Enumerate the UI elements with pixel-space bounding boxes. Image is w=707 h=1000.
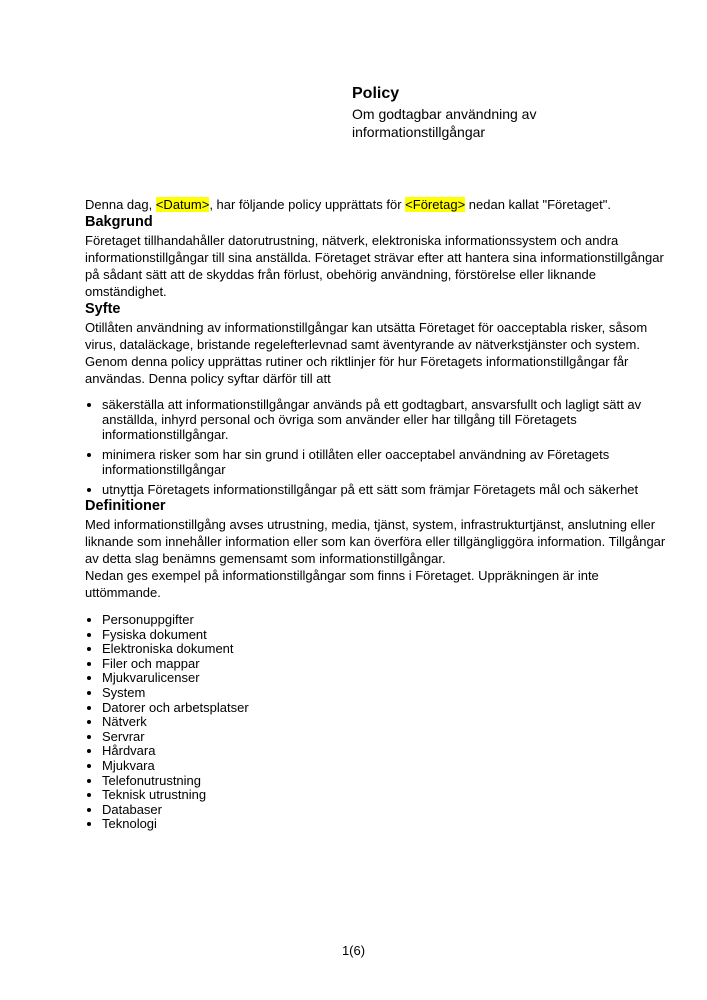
syfte-bullet-item: • utnyttja Företagets informationstillgångar på ett sätt som främjar Företagets mål och säkerhet bbox=[102, 482, 671, 497]
document-title: Policy bbox=[352, 85, 400, 102]
example-item: • Databaser bbox=[102, 803, 671, 818]
syfte-bullet-item: • säkerställa att informationstillgångar används på ett godtagbart, ansvarsfullt och lagligt sätt av anställda, inhyrd personal och övriga som använder eller har tillgång till Företagets informationstillgångar. bbox=[102, 397, 671, 442]
section-heading-bakgrund: Bakgrund bbox=[85, 214, 153, 230]
example-item: • System bbox=[102, 686, 671, 701]
section-bakgrund bbox=[85, 213, 671, 300]
section-heading-definitioner: Definitioner bbox=[85, 498, 166, 514]
section-syfte bbox=[85, 300, 671, 497]
syfte-bullet-item: • minimera risker som har sin grund i otillåten eller oacceptabel användning av Företagets informationstillgångar bbox=[102, 447, 671, 477]
datum-placeholder-field[interactable]: <Datum> bbox=[155, 197, 210, 212]
example-item: • Teknisk utrustning bbox=[102, 788, 671, 803]
page-number: 1(6) bbox=[341, 943, 366, 958]
example-item: • Filer och mappar bbox=[102, 657, 671, 672]
example-item: • Servrar bbox=[102, 730, 671, 745]
document-subtitle: Om godtagbar användning av informationstillgångar bbox=[352, 106, 537, 140]
example-item: • Mjukvarulicenser bbox=[102, 671, 671, 686]
document-header bbox=[352, 84, 590, 141]
document-body bbox=[85, 196, 671, 832]
intro-text-before-datum: Denna dag, bbox=[85, 197, 156, 212]
definitioner-examples-intro: Nedan ges exempel på informationstillgångar som finns i Företaget. Uppräkningen är inte uttömmande. bbox=[85, 568, 599, 600]
example-item: • Elektroniska dokument bbox=[102, 642, 671, 657]
example-item: • Mjukvara bbox=[102, 759, 671, 774]
syfte-bullet-list bbox=[85, 397, 671, 497]
intro-text-between: , har följande policy upprättats för bbox=[209, 197, 406, 212]
example-item: • Nätverk bbox=[102, 715, 671, 730]
example-item: • Personuppgifter bbox=[102, 613, 671, 628]
example-item: • Telefonutrustning bbox=[102, 774, 671, 789]
document-footer bbox=[0, 942, 707, 959]
intro-paragraph bbox=[85, 196, 671, 213]
example-item: • Hårdvara bbox=[102, 744, 671, 759]
section-heading-syfte: Syfte bbox=[85, 301, 121, 317]
bakgrund-paragraph: Företaget tillhandahåller datorutrustning, nätverk, elektroniska informationssystem och andra informationstillgångar till sina anställda. Företaget strävar efter att hantera sina informationstillgångar på sådant sätt att de skyddas från förlust, obehörig användning, förstörelse eller liknande omständighet. bbox=[85, 233, 664, 299]
syfte-paragraph: Otillåten användning av informationstillgångar kan utsätta Företaget för oacceptabla risker, såsom virus, dataläckage, bristande regelefterlevnad samt äventyrande av nätverkstjänster och system. Genom denna policy upprättas rutiner och riktlinjer för hur Företagets informationstillgångar får användas. Denna policy syftar därför till att bbox=[85, 320, 648, 386]
examples-bullet-list bbox=[85, 613, 671, 832]
example-item: • Fysiska dokument bbox=[102, 628, 671, 643]
definitioner-paragraph: Med informationstillgång avses utrustning, media, tjänst, system, infrastrukturtjänst, anslutning eller liknande som innehåller information eller som kan överföra eller tillgängliggöra information. Tillgångar av detta slag benämns gemensamt som informationstillgångar. bbox=[85, 517, 666, 566]
section-definitioner bbox=[85, 497, 671, 832]
example-item: • Datorer och arbetsplatser bbox=[102, 701, 671, 716]
example-item: • Teknologi bbox=[102, 817, 671, 832]
intro-text-after: nedan kallat "Företaget". bbox=[465, 197, 611, 212]
foretag-placeholder-field[interactable]: <Företag> bbox=[405, 197, 466, 212]
